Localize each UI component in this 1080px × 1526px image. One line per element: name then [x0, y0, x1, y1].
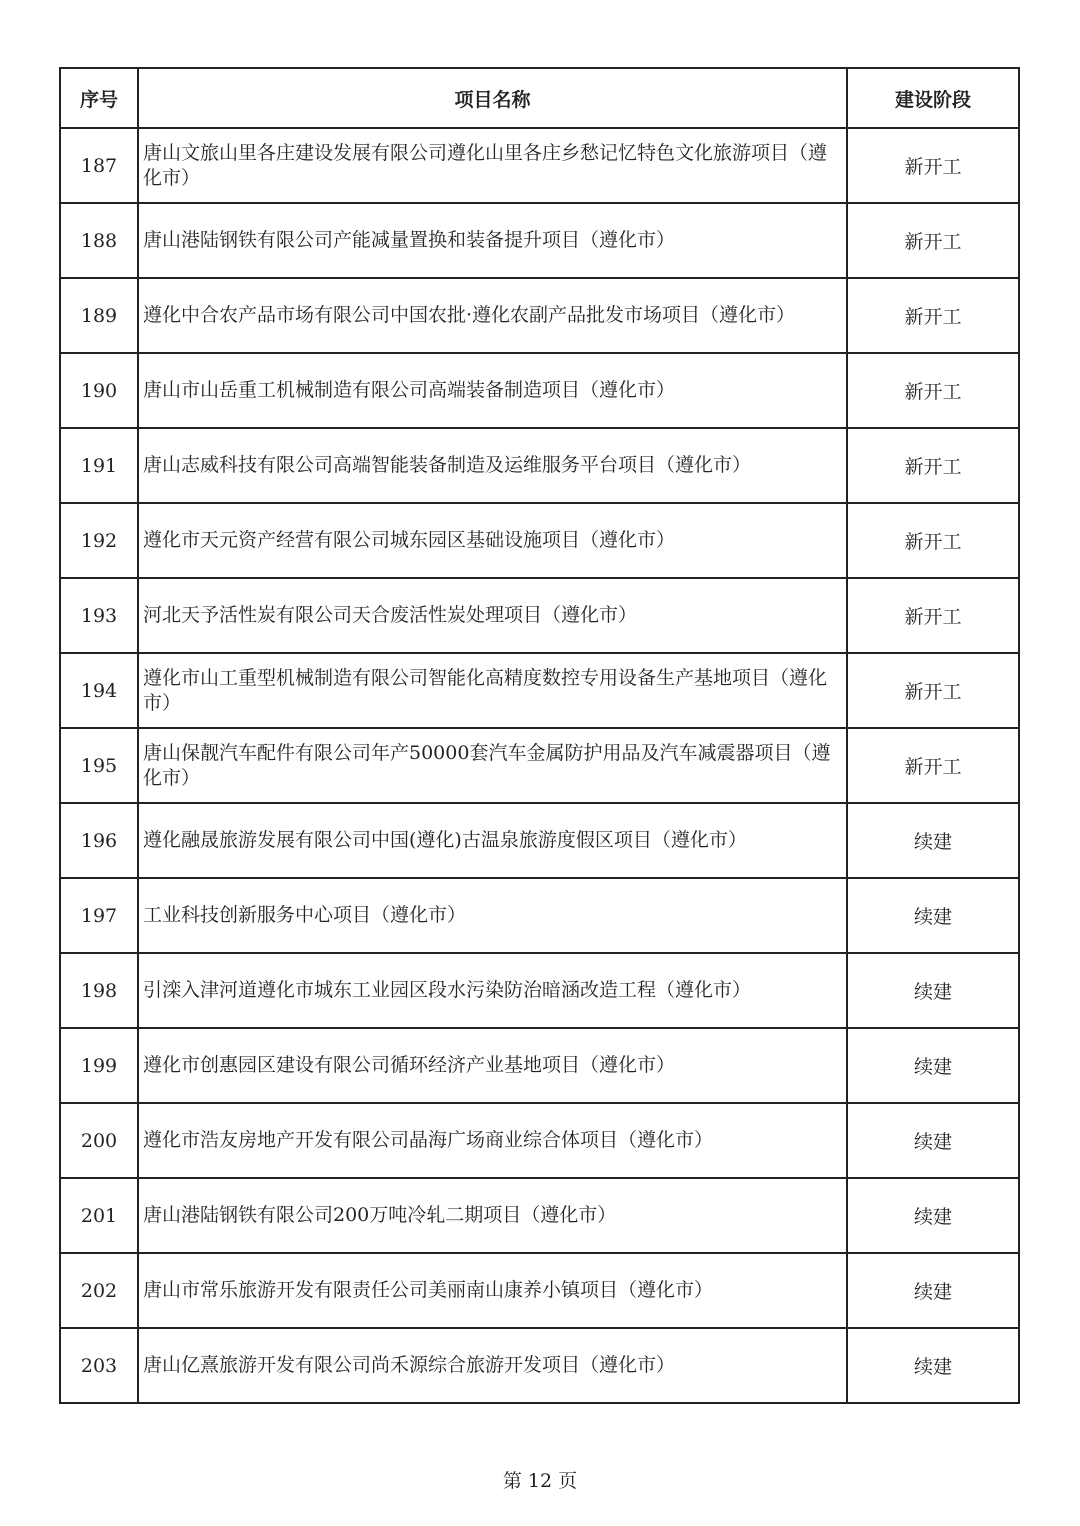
row-serial: 191: [60, 428, 138, 503]
table-row: [60, 1253, 1019, 1328]
row-stage: 新开工: [847, 353, 1019, 428]
table-row: [60, 953, 1019, 1028]
row-serial: 192: [60, 503, 138, 578]
table-row: [60, 428, 1019, 503]
header-serial: 序号: [60, 68, 138, 128]
table-row: [60, 1328, 1019, 1403]
row-project-name: 遵化市天元资产经营有限公司城东园区基础设施项目（遵化市）: [138, 503, 847, 578]
row-stage: 续建: [847, 1103, 1019, 1178]
row-stage: 新开工: [847, 128, 1019, 203]
header-stage: 建设阶段: [847, 68, 1019, 128]
row-serial: 190: [60, 353, 138, 428]
table-row: [60, 578, 1019, 653]
row-project-name: 唐山志威科技有限公司高端智能装备制造及运维服务平台项目（遵化市）: [138, 428, 847, 503]
row-serial: 199: [60, 1028, 138, 1103]
row-project-name: 遵化市创惠园区建设有限公司循环经济产业基地项目（遵化市）: [138, 1028, 847, 1103]
table-row: [60, 128, 1019, 203]
row-stage: 续建: [847, 1253, 1019, 1328]
row-serial: 193: [60, 578, 138, 653]
table-row: [60, 878, 1019, 953]
row-project-name: 遵化市浩友房地产开发有限公司晶海广场商业综合体项目（遵化市）: [138, 1103, 847, 1178]
row-serial: 187: [60, 128, 138, 203]
row-stage: 续建: [847, 953, 1019, 1028]
row-project-name: 唐山市常乐旅游开发有限责任公司美丽南山康养小镇项目（遵化市）: [138, 1253, 847, 1328]
row-project-name: 唐山港陆钢铁有限公司200万吨冷轧二期项目（遵化市）: [138, 1178, 847, 1253]
table-header-row: [60, 68, 1019, 128]
row-stage: 续建: [847, 803, 1019, 878]
row-project-name: 遵化融晟旅游发展有限公司中国(遵化)古温泉旅游度假区项目（遵化市）: [138, 803, 847, 878]
page-number: 第 12 页: [502, 1470, 578, 1492]
project-table: [59, 67, 1020, 1404]
row-stage: 新开工: [847, 503, 1019, 578]
row-stage: 续建: [847, 1178, 1019, 1253]
row-project-name: 唐山市山岳重工机械制造有限公司高端装备制造项目（遵化市）: [138, 353, 847, 428]
row-serial: 194: [60, 653, 138, 728]
row-stage: 续建: [847, 1328, 1019, 1403]
row-project-name: 遵化市山工重型机械制造有限公司智能化高精度数控专用设备生产基地项目（遵化市）: [138, 653, 847, 728]
row-stage: 新开工: [847, 203, 1019, 278]
row-serial: 200: [60, 1103, 138, 1178]
row-serial: 201: [60, 1178, 138, 1253]
row-serial: 196: [60, 803, 138, 878]
row-serial: 197: [60, 878, 138, 953]
table-row: [60, 1028, 1019, 1103]
row-stage: 新开工: [847, 278, 1019, 353]
header-project-name: 项目名称: [138, 68, 847, 128]
row-project-name: 唐山文旅山里各庄建设发展有限公司遵化山里各庄乡愁记忆特色文化旅游项目（遵化市）: [138, 128, 847, 203]
row-project-name: 唐山港陆钢铁有限公司产能减量置换和装备提升项目（遵化市）: [138, 203, 847, 278]
table-row: [60, 353, 1019, 428]
table-row: [60, 503, 1019, 578]
row-stage: 续建: [847, 878, 1019, 953]
row-project-name: 唐山亿熹旅游开发有限公司尚禾源综合旅游开发项目（遵化市）: [138, 1328, 847, 1403]
table-row: [60, 203, 1019, 278]
row-serial: 198: [60, 953, 138, 1028]
table-row: [60, 653, 1019, 728]
table-row: [60, 803, 1019, 878]
row-project-name: 河北天予活性炭有限公司天合废活性炭处理项目（遵化市）: [138, 578, 847, 653]
row-project-name: 唐山保靓汽车配件有限公司年产50000套汽车金属防护用品及汽车减震器项目（遵化市）: [138, 728, 847, 803]
table-row: [60, 278, 1019, 353]
row-serial: 188: [60, 203, 138, 278]
row-project-name: 引滦入津河道遵化市城东工业园区段水污染防治暗涵改造工程（遵化市）: [138, 953, 847, 1028]
row-stage: 新开工: [847, 578, 1019, 653]
row-stage: 续建: [847, 1028, 1019, 1103]
row-stage: 新开工: [847, 728, 1019, 803]
row-serial: 195: [60, 728, 138, 803]
row-stage: 新开工: [847, 428, 1019, 503]
row-serial: 203: [60, 1328, 138, 1403]
table-row: [60, 728, 1019, 803]
row-project-name: 工业科技创新服务中心项目（遵化市）: [138, 878, 847, 953]
table-row: [60, 1103, 1019, 1178]
row-serial: 202: [60, 1253, 138, 1328]
table-row: [60, 1178, 1019, 1253]
row-project-name: 遵化中合农产品市场有限公司中国农批·遵化农副产品批发市场项目（遵化市）: [138, 278, 847, 353]
row-serial: 189: [60, 278, 138, 353]
row-stage: 新开工: [847, 653, 1019, 728]
